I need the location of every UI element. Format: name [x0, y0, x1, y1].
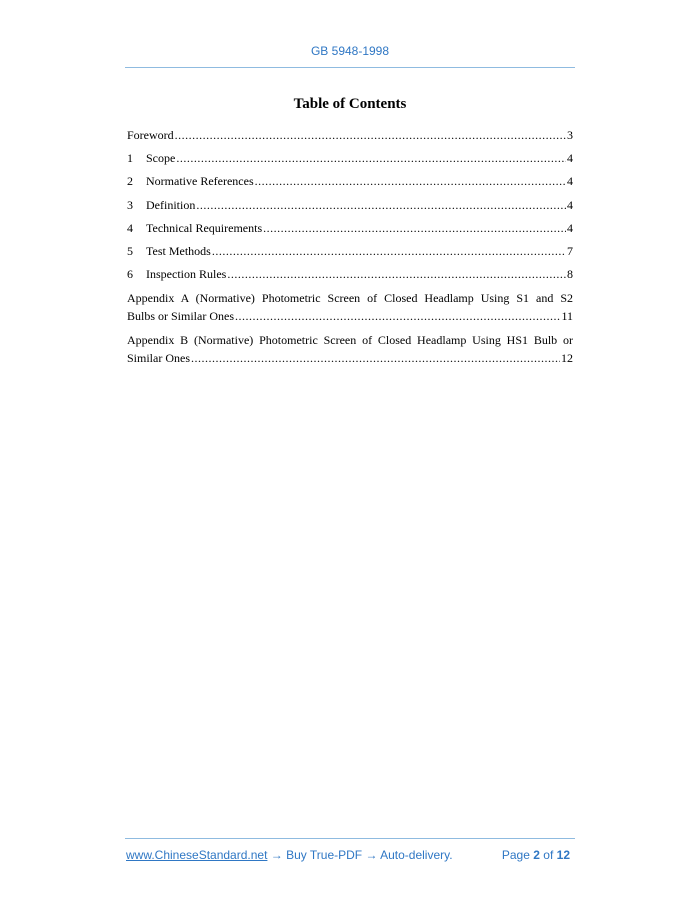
toc-entry-page: 4	[567, 197, 573, 212]
toc-entry-number: 5	[127, 243, 133, 258]
toc-entry-page: 12	[561, 351, 573, 366]
table-of-contents	[127, 126, 573, 373]
toc-entry-label: Scope	[146, 151, 176, 166]
toc-entry-page: 7	[567, 243, 573, 258]
page-word: Page	[501, 848, 530, 862]
toc-entry-label-line1: Appendix A (Normative) Photometric Screen of Closed Headlamp Using S1 and S2	[127, 291, 573, 306]
toc-entry-label: Normative References	[146, 174, 254, 189]
document-code-header: GB 5948-1998	[310, 44, 390, 58]
current-page-number: 2	[533, 848, 540, 862]
toc-entry-appendix-b[interactable]	[127, 331, 573, 367]
toc-leader-dots	[196, 196, 566, 214]
toc-entry-label: Definition	[146, 197, 196, 212]
toc-entry-label-line1: Appendix B (Normative) Photometric Screen of Closed Headlamp Using HS1 Bulb or	[127, 333, 573, 348]
toc-entry-label: Foreword	[127, 128, 174, 142]
website-link[interactable]: www.ChineseStandard.net	[126, 848, 268, 862]
toc-entry-definition[interactable]	[127, 196, 573, 219]
toc-entry-normative-references[interactable]	[127, 172, 573, 195]
toc-entry-technical-requirements[interactable]	[127, 219, 573, 242]
toc-entry-number: 1	[127, 151, 133, 166]
toc-title: Table of Contents	[293, 96, 407, 112]
page-footer	[126, 848, 574, 862]
total-page-count: 12	[556, 848, 570, 862]
footer-divider	[125, 838, 575, 839]
toc-entry-number: 3	[127, 197, 133, 212]
page-indicator	[502, 848, 570, 862]
toc-entry-scope[interactable]	[127, 149, 573, 172]
toc-entry-label-line2: Similar Ones	[127, 351, 190, 366]
toc-leader-dots	[175, 126, 566, 144]
toc-leader-dots	[227, 265, 566, 283]
toc-entry-line2	[127, 307, 573, 325]
toc-leader-dots	[212, 242, 566, 260]
of-word: of	[543, 848, 554, 862]
toc-entry-page: 4	[567, 151, 573, 166]
toc-leader-dots	[263, 219, 566, 237]
toc-entry-number: 2	[127, 174, 133, 189]
toc-entry-page: 4	[567, 220, 573, 235]
toc-entry-page: 4	[567, 174, 573, 189]
toc-leader-dots	[191, 349, 560, 367]
header-divider	[125, 67, 575, 68]
toc-entry-inspection-rules[interactable]	[127, 265, 573, 288]
toc-entry-page: 11	[561, 309, 573, 324]
toc-entry-test-methods[interactable]	[127, 242, 573, 265]
toc-entry-number: 4	[127, 220, 133, 235]
toc-entry-page: 8	[567, 267, 573, 282]
toc-entry-label: Technical Requirements	[146, 220, 263, 235]
toc-entry-foreword[interactable]	[127, 126, 573, 149]
toc-entry-label-line2: Bulbs or Similar Ones	[127, 309, 234, 324]
footer-promo-text: → Buy True-PDF → Auto-delivery.	[267, 848, 453, 862]
toc-leader-dots	[235, 307, 560, 325]
toc-entry-label: Test Methods	[146, 243, 211, 258]
toc-entry-line2	[127, 349, 573, 367]
toc-entry-appendix-a[interactable]	[127, 289, 573, 325]
toc-entry-number: 6	[127, 267, 133, 282]
toc-leader-dots	[176, 149, 566, 167]
toc-entry-page: 3	[567, 128, 573, 142]
toc-leader-dots	[255, 172, 566, 190]
toc-entry-label: Inspection Rules	[146, 267, 227, 282]
